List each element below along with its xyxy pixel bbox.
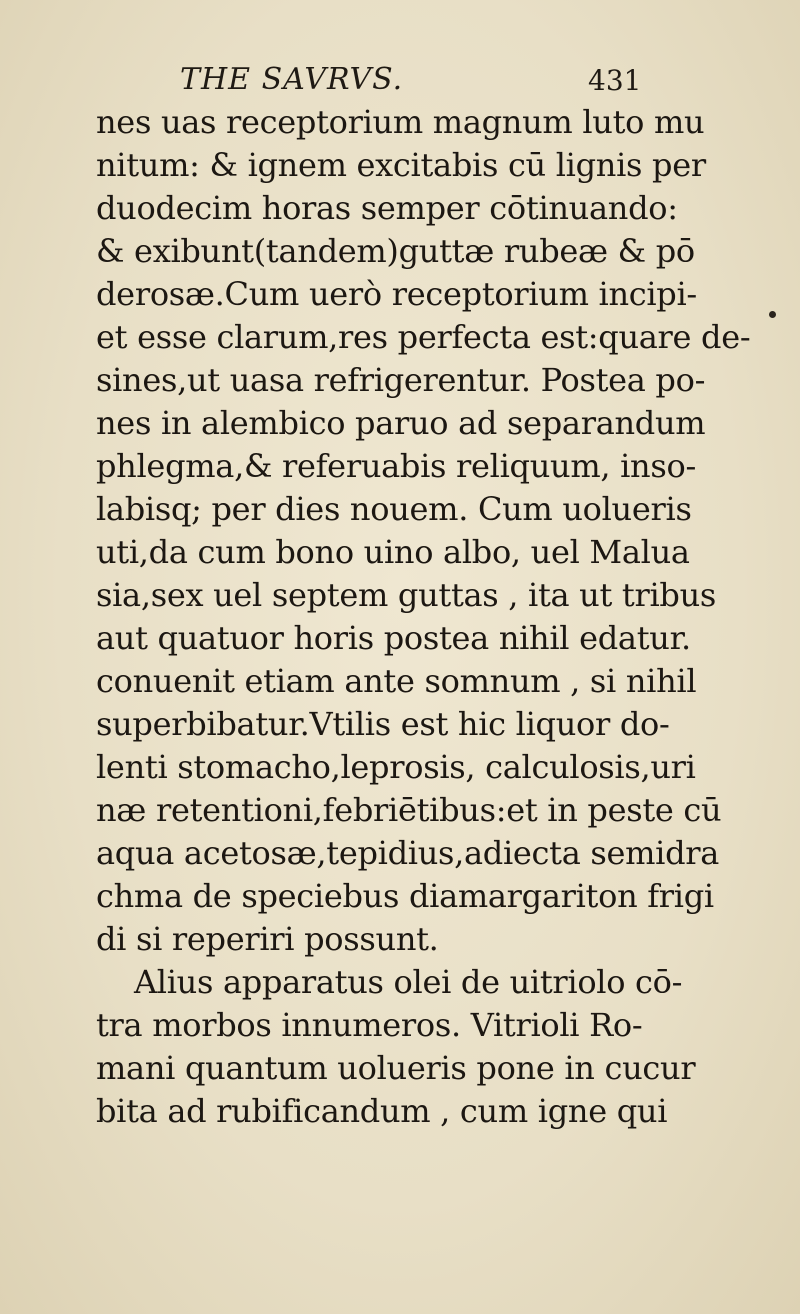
text-line: & exibunt(tandem)guttæ rubeæ & pō: [96, 232, 695, 270]
page-number: 431: [588, 64, 642, 97]
text-line: mani quantum uolueris pone in cucur: [96, 1049, 696, 1087]
text-line: di si reperiri possunt.: [96, 920, 439, 958]
text-line: aqua acetosæ,tepidius,adiecta semidra: [96, 834, 720, 872]
body-text: [96, 101, 786, 1133]
margin-ink-mark: [769, 311, 776, 318]
text-line: nitum: & ignem excitabis cū lignis per: [96, 146, 706, 184]
text-line: nes in alembico paruo ad separandum: [96, 404, 706, 442]
text-line: sines,ut uasa refrigerentur. Postea po-: [96, 361, 706, 399]
text-line: tra morbos innumeros. Vitrioli Ro-: [96, 1006, 643, 1044]
text-line-paragraph-start: Alius apparatus olei de uitriolo cō-: [134, 963, 683, 1001]
text-line: derosæ.Cum uerò receptorium incipi-: [96, 275, 697, 313]
text-line: sia,sex uel septem guttas , ita ut tribus: [96, 576, 717, 614]
text-line: duodecim horas semper cōtinuando:: [96, 189, 678, 227]
text-line: næ retentioni,febriētibus:et in peste cū: [96, 791, 722, 829]
text-line: conuenit etiam ante somnum , si nihil: [96, 662, 697, 700]
text-line: lenti stomacho,leprosis, calculosis,uri: [96, 748, 696, 786]
text-line: et esse clarum,res perfecta est:quare de-: [96, 318, 751, 356]
text-line: aut quatuor horis postea nihil edatur.: [96, 619, 691, 657]
running-head: THE SAVRVS.: [180, 62, 404, 97]
text-line: nes uas receptorium magnum luto mu: [96, 103, 705, 141]
text-line: labisq; per dies nouem. Cum uolueris: [96, 490, 692, 528]
text-line: chma de speciebus diamargariton frigi: [96, 877, 714, 915]
text-line: bita ad rubificandum , cum igne qui: [96, 1092, 668, 1130]
text-line: uti,da cum bono uino albo, uel Malua: [96, 533, 690, 571]
text-line: superbibatur.Vtilis est hic liquor do-: [96, 705, 670, 743]
text-line: phlegma,& referuabis reliquum, inso-: [96, 447, 696, 485]
